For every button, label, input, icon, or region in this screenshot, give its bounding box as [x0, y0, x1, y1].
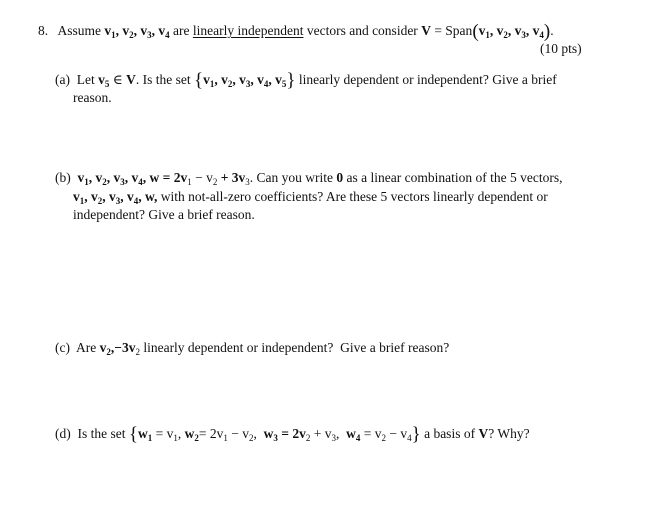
- part-d-label: (d): [55, 426, 71, 441]
- problem-header: 8. Assume $v_1$, $v_2$, $v_3$, $v_4$ are linearly independent vectors and consider $V = Span(v_1$, $v_2$, $v_3$, $v_4$).: [38, 21, 554, 42]
- underlined-phrase: linearly independent: [192, 23, 304, 38]
- part-a-line2: reason.: [73, 90, 112, 105]
- part-c-label: (c): [55, 340, 70, 355]
- part-d-line1: (d) Is the set {$w_1 = v_1$, $w_2= 2v_1 - v_2$, $w_3 = 2v_2 + v_3$, $w_4 = v_2 - v_4$} a basis of V? Why?: [55, 424, 530, 445]
- problem-number: 8.: [38, 23, 49, 38]
- part-b-line2: $v_1$, $v_2$, $v_3$, $v_4$, w, with not-all-zero coefficients? Are these 5 vectors linearly dependent or: [73, 189, 548, 206]
- part-b-line1: (b) $v_1$, $v_2$, $v_3$, $v_4$, $w = 2v_1 - v_2 + 3v_3$. Can you write 0 as a linear combination of the 5 vectors,: [55, 170, 563, 187]
- part-a-line1: (a) Let $v_5$ ∈ V. Is the set {$v_1$, $v_2$, $v_3$, $v_4$, $v_5$} linearly dependent or independent? Give a brief: [55, 70, 557, 91]
- part-b-label: (b): [55, 170, 71, 185]
- part-b-line3: independent? Give a brief reason.: [73, 207, 255, 222]
- points-label: (10 pts): [540, 41, 582, 56]
- part-a-label: (a): [55, 72, 70, 87]
- part-c-line1: (c) Are $v_2,-3v_2$ linearly dependent or independent? Give a brief reason?: [55, 340, 450, 357]
